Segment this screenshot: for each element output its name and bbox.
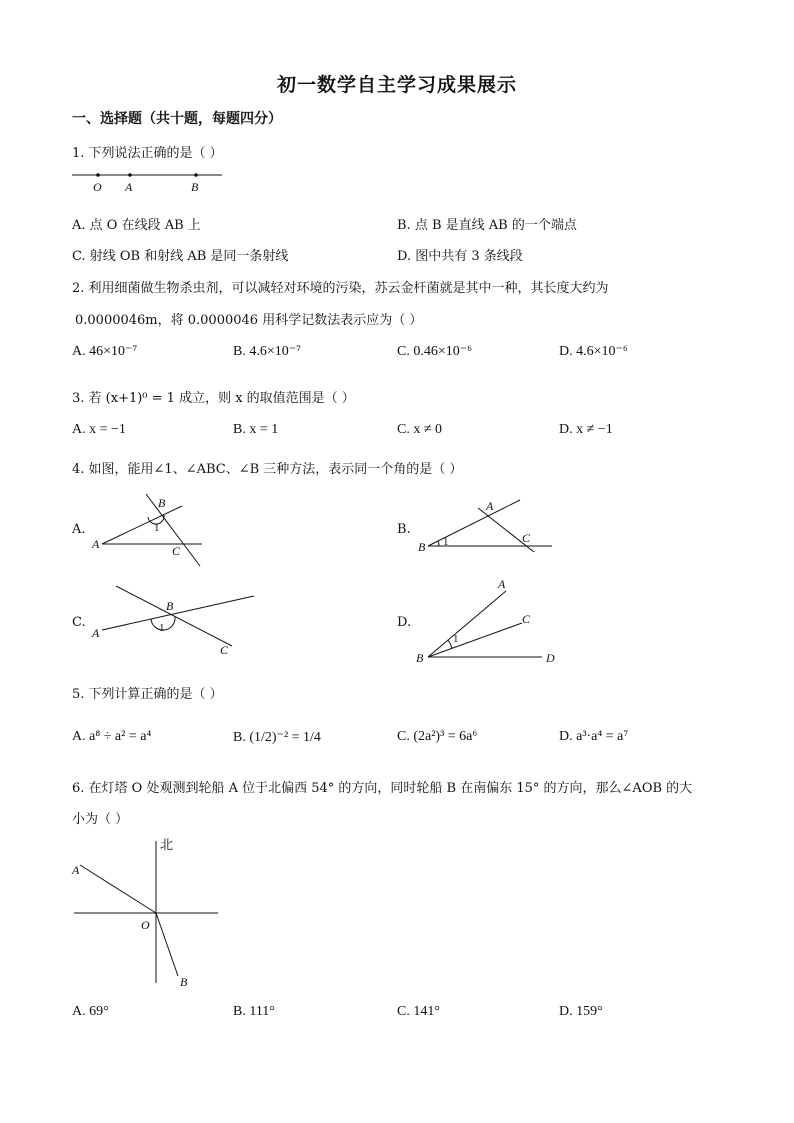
question-5-option-b[interactable]: B. (1/2)⁻² = 1/4 bbox=[233, 730, 321, 745]
label-c: C bbox=[172, 544, 181, 558]
question-3-option-d[interactable]: D. x ≠ −1 bbox=[559, 422, 613, 437]
label-1: 1 bbox=[154, 522, 160, 534]
line-ab bbox=[102, 596, 254, 630]
ray-ob bbox=[156, 913, 178, 976]
question-6-stem-line2: 小为（ ） bbox=[72, 812, 129, 827]
label-b: B bbox=[180, 975, 188, 989]
question-6-option-b[interactable]: B. 111° bbox=[233, 1004, 275, 1019]
transversal bbox=[478, 508, 534, 552]
question-4-option-c[interactable]: C. bbox=[72, 615, 86, 630]
question-5-option-d[interactable]: D. a³·a⁴ = a⁷ bbox=[559, 729, 629, 744]
question-6-option-a[interactable]: A. 69° bbox=[72, 1004, 109, 1019]
question-2-option-b[interactable]: B. 4.6×10⁻⁷ bbox=[233, 344, 302, 359]
question-1-stem: 1. 下列说法正确的是（ ） bbox=[72, 146, 223, 161]
label-1: 1 bbox=[443, 536, 449, 548]
label-north: 北 bbox=[160, 838, 174, 853]
label-b: B bbox=[166, 599, 174, 613]
question-2-option-d[interactable]: D. 4.6×10⁻⁶ bbox=[559, 344, 628, 359]
label-a: A bbox=[125, 180, 133, 194]
label-c: C bbox=[220, 643, 229, 657]
question-1-option-c[interactable]: C. 射线 OB 和射线 AB 是同一条射线 bbox=[72, 249, 289, 264]
question-3-option-a[interactable]: A. x = −1 bbox=[72, 422, 126, 437]
line-ba bbox=[428, 591, 506, 657]
label-b: B bbox=[191, 180, 199, 194]
label-b: B bbox=[418, 540, 426, 554]
label-o: O bbox=[93, 180, 102, 194]
point-a bbox=[128, 173, 132, 177]
question-5-option-a[interactable]: A. a⁸ ÷ a² = a⁴ bbox=[72, 729, 152, 744]
label-a: A bbox=[72, 863, 80, 877]
question-4-option-a[interactable]: A. bbox=[72, 522, 86, 537]
line-ab bbox=[102, 506, 182, 544]
question-6-stem-line1: 6. 在灯塔 O 处观测到轮船 A 位于北偏西 54° 的方向，同时轮船 B 在南偏东 15° 的方向，那么∠AOB 的大 bbox=[72, 781, 693, 796]
label-1: 1 bbox=[453, 633, 459, 645]
question-3-option-b[interactable]: B. x = 1 bbox=[233, 422, 279, 437]
angle-arc bbox=[438, 541, 439, 546]
angle-arc bbox=[448, 640, 452, 648]
label-a: A bbox=[498, 577, 506, 591]
label-c: C bbox=[522, 612, 531, 626]
label-b: B bbox=[158, 496, 166, 510]
question-5-option-c[interactable]: C. (2a²)³ = 6a⁶ bbox=[397, 729, 478, 744]
question-6-option-d[interactable]: D. 159° bbox=[559, 1004, 603, 1019]
section-heading: 一、选择题（共十题，每题四分） bbox=[72, 111, 282, 127]
line-ba bbox=[428, 500, 520, 546]
label-1: 1 bbox=[159, 622, 165, 634]
label-o: O bbox=[141, 918, 150, 932]
label-a: A bbox=[486, 499, 494, 513]
page-title: 初一数学自主学习成果展示 bbox=[276, 74, 517, 96]
point-o bbox=[96, 173, 100, 177]
question-3-stem: 3. 若 (x+1)⁰ = 1 成立，则 x 的取值范围是（ ） bbox=[72, 391, 355, 406]
question-1-option-d[interactable]: D. 图中共有 3 条线段 bbox=[397, 249, 523, 264]
line-bc bbox=[116, 586, 232, 646]
question-2-stem-line2: 0.0000046m，将 0.0000046 用科学记数法表示应为（ ） bbox=[75, 313, 423, 328]
question-4-option-b[interactable]: B. bbox=[397, 522, 411, 537]
question-4-figure-b bbox=[412, 492, 560, 560]
question-4-figure-a bbox=[88, 490, 213, 570]
question-2-stem-line1: 2. 利用细菌做生物杀虫剂，可以减轻对环境的污染，苏云金杆菌就是其中一种，其长度大约为 bbox=[72, 281, 609, 296]
label-a: A bbox=[92, 626, 100, 640]
point-b bbox=[194, 173, 198, 177]
question-4-option-d[interactable]: D. bbox=[397, 615, 412, 630]
question-6-option-c[interactable]: C. 141° bbox=[397, 1004, 440, 1019]
label-c: C bbox=[522, 531, 531, 545]
question-5-stem: 5. 下列计算正确的是（ ） bbox=[72, 687, 223, 702]
label-a: A bbox=[92, 537, 100, 551]
question-2-option-a[interactable]: A. 46×10⁻⁷ bbox=[72, 344, 138, 359]
question-1-option-b[interactable]: B. 点 B 是直线 AB 的一个端点 bbox=[397, 218, 577, 233]
question-4-stem: 4. 如图，能用∠1、∠ABC、∠B 三种方法，表示同一个角的是（ ） bbox=[72, 462, 463, 477]
question-2-option-c[interactable]: C. 0.46×10⁻⁶ bbox=[397, 344, 473, 359]
question-3-option-c[interactable]: C. x ≠ 0 bbox=[397, 422, 443, 437]
question-4-figure-d bbox=[412, 575, 562, 667]
question-1-option-a[interactable]: A. 点 O 在线段 AB 上 bbox=[72, 218, 201, 233]
line-bc bbox=[428, 623, 522, 657]
label-b: B bbox=[416, 651, 424, 665]
question-4-figure-c bbox=[88, 580, 263, 660]
question-6-figure bbox=[68, 833, 218, 993]
label-d: D bbox=[546, 651, 555, 665]
question-1-figure bbox=[70, 165, 230, 197]
ray-oa bbox=[80, 865, 156, 913]
